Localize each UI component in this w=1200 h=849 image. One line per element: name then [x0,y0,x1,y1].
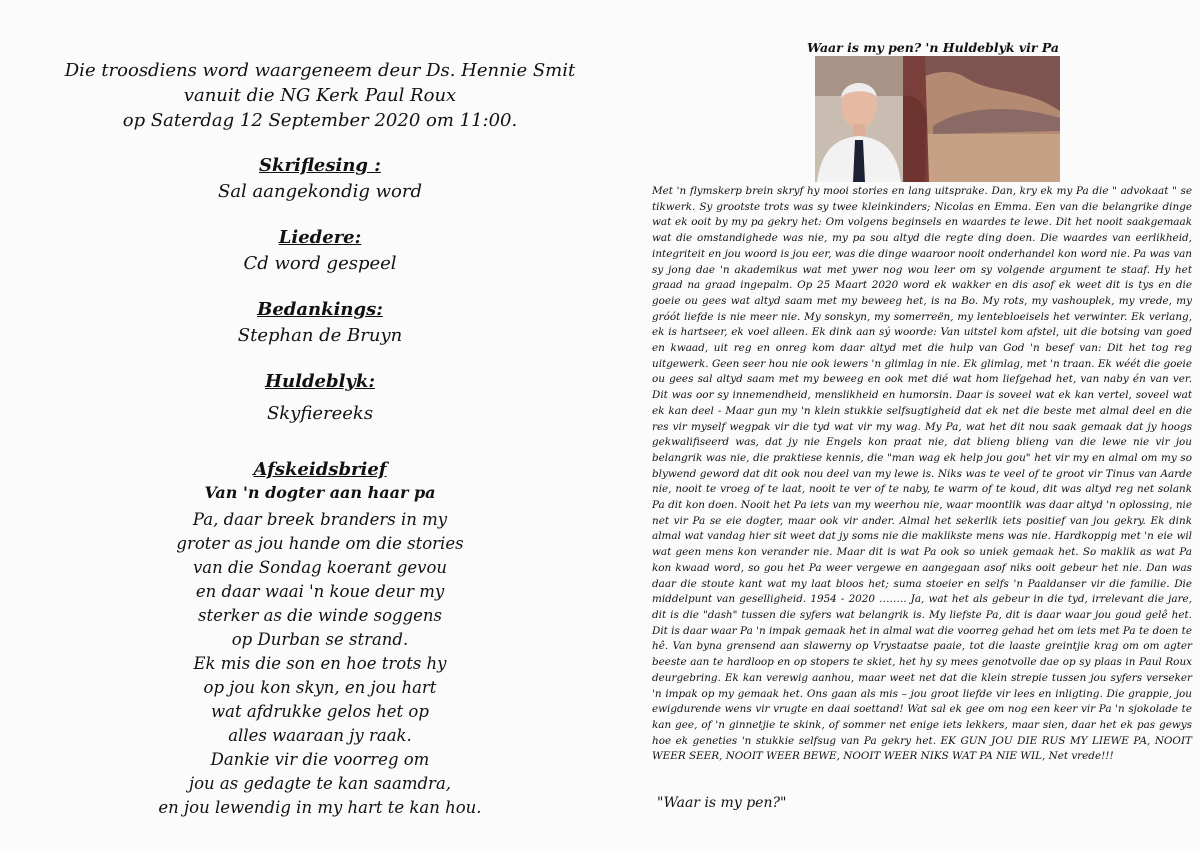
letter-line: op Durban se strand. [231,630,409,649]
huldeblyk-heading: Huldeblyk: [265,371,375,392]
tribute-title: Waar is my pen? 'n Huldeblyk vir Pa [807,40,1060,55]
afskeidsbrief-subheading: Van 'n dogter aan haar pa [204,483,436,502]
letter-line: Pa, daar breek branders in my [192,510,448,529]
letter-line: alles waaraan jy raak. [228,726,412,745]
photo-strip [815,56,1060,182]
portrait-photo [815,56,903,182]
skriflesing-value: Sal aangekondig word [217,181,422,202]
skriflesing-section [110,154,530,204]
intro-line: vanuit die NG Kerk Paul Roux [183,85,457,106]
letter-line: Ek mis die son en hoe trots hy [193,654,447,673]
bedankings-value: Stephan de Bruyn [237,325,403,346]
afskeidsbrief-section [110,458,530,504]
huldeblyk-value: Skyfiereeks [266,403,374,424]
skriflesing-heading: Skriflesing : [259,155,381,176]
intro-line: Die troosdiens word waargeneem deur Ds. Hennie Smit [64,60,576,81]
letter-line: op jou kon skyn, en jou hart [203,678,437,697]
service-intro [60,58,580,133]
intro-line: op Saterdag 12 September 2020 om 11:00. [122,110,518,131]
letter-line: jou as gedagte te kan saamdra, [188,774,452,793]
closing-quote: "Waar is my pen?" [657,795,787,811]
right-page [600,0,1200,849]
bedankings-heading: Bedankings: [257,299,383,320]
letter-line: en daar waai 'n koue deur my [195,582,445,601]
letter-line: wat afdrukke gelos het op [211,702,429,721]
liedere-section [110,226,530,276]
letter-line: Dankie vir die voorreg om [210,750,430,769]
bedankings-section [110,298,530,348]
letter-line: en jou lewendig in my hart te kan hou. [158,798,482,817]
letter-line: groter as jou hande om die stories [176,534,464,553]
landscape-photo [903,56,1060,182]
liedere-heading: Liedere: [278,227,362,248]
farewell-letter [110,508,530,820]
letter-line: sterker as die winde soggens [197,606,443,625]
letter-line: van die Sondag koerant gevou [192,558,448,577]
tribute-text: Met 'n flymskerp brein skryf hy mooi stories en lang uitsprake. Dan, kry ek my Pa die " advokaat " se tikwerk. Sy grootste trots was sy twee kleinkinders; Nicolas en Emma. Een van die belangrike dinge wat ek ooit by my pa gekry het: Om volgens beginsels en waardes te lewe. Dit het nooit saakgemaak wat die omstandighede was nie, my pa sou altyd die regte ding doen. Die waardes van eerlikheid, integriteit en jou woord is jou eer, was die dinge waaroor nooit onderhandel kon word nie. Pa was van sy jong dae 'n akademikus wat met ywer nog wou leer om sy volgende argument te staaf. Hy het graad na graad ingepalm. Op 25 Maart 2020 word ek wakker en dis asof ek weet dit is tys en die goeie ou gees wat altyd saam met my beweeg het, is na Bo. My rots, my vashouplek, my vrede, my gróót liefde is nie meer nie. My sonskyn, my somerreën, my lentebloeisels het verwinter. Ek verlang, ek is hartseer, ek voel alleen. Ek dink aan sý woorde: Van uitstel kom afstel, uit die botsing van goed en kwaad, uit reg en onreg kom daar altyd met die hulp van God 'n besef van: Dit het tog reg uitgewerk. Geen seer hou nie ook iewers 'n glimlag in nie. Ek glimlag, met 'n traan. Ek wéét die goeie ou gees sal altyd saam met my beweeg en ook met dié wat hom liefgehad het, van naby én van ver. Dit was oor sy innemendheid, menslikheid en humorsin. Daar is soveel wat ek kan vertel, soveel wat ek kan deel - Maar gun my 'n klein stukkie selfsugtigheid dat ek net die beste met almal deel en die res vir myself wegpak vir die tyd wat vir my wag. My Pa, wat het dit nou saak gemaak dat jy hoogs gekwalifiseerd was, dat jy nie Engels kon praat nie, dat blieng blieng van die lewe nie vir jou belangrik was nie, die praktiese kennis, die "man wag ek help jou gou" het vir my en almal om my so blywend geword dat dit ook nou deel van my lewe is. Niks was te veel of te groot vir Tinus van Aarde nie, nooit te vroeg of te laat, nooit te ver of te naby, te warm of te koud, dit was altyd reg net solank Pa dit kon doen. Nooit het Pa iets van my weerhou nie, waar moontlik was daar altyd 'n oplossing, nie net vir Pa se eie dogter, maar ook vir ander. Almal het sekerlik iets positief van jou gekry. Ek dink almal wat vandag hier sit weet dat jy soms nie die maklikste mens was nie. Hardkoppig met 'n eie wil wat geen mens kon verander nie. Maar dit is wat Pa ook so uniek gemaak het. So maklik as wat Pa kon kwaad word, so gou het Pa weer vergewe en aangegaan asof niks ooit gebeur het nie. Dan was daar die stoute kant wat my laat bloos het; suma stoeier en selfs 'n Paaldanser vir die familie. Die middelpunt van geselligheid. 1954 - 2020 …….. Ja, wat het als gebeur in die tyd, irrelevant die jare, dit is die "dash" tussen die syfers wat belangrik is. My liefste Pa, dit is daar waar jou goud gelê het. Dit is daar waar Pa 'n impak gemaak het in almal wat die voorreg gehad het om iets met Pa te doen te hê. Van byna grensend aan slawerny op Vrystaatse paaie, tot die laaste greintjie krag om om agter beeste aan te hardloop en op stopers te skiet, het hy sy mees genotvolle dae op sy plaas in Paul Roux deurgebring. Ek kan verewig aanhou, maar weet net dat die klein strepie tussen jou syfers verseker 'n impak op my gemaak het. Ons gaan als mis – jou groot liefde vir lees en inligting. Die grappie, jou ewigdurende wens vir vrugte en daai soettand! Wat sal ek gee om nog een keer vir Pa 'n sjokolade te kan gee, of 'n ginnetjie te skink, of sommer net enige iets lekkers, maar sien, daar het ek pas gewys hoe ek geneties 'n stukkie selfsug van Pa gekry het. EK GUN JOU DIE RUS MY LIEWE PA, NOOIT WEER SEER, NOOIT WEER BEWE, NOOIT WEER NIKS WAT PA NIE WIL, Net vrede!!! [652,185,1192,763]
huldeblyk-section [110,370,530,426]
afskeidsbrief-heading: Afskeidsbrief [253,459,387,480]
liedere-value: Cd word gespeel [243,253,397,274]
